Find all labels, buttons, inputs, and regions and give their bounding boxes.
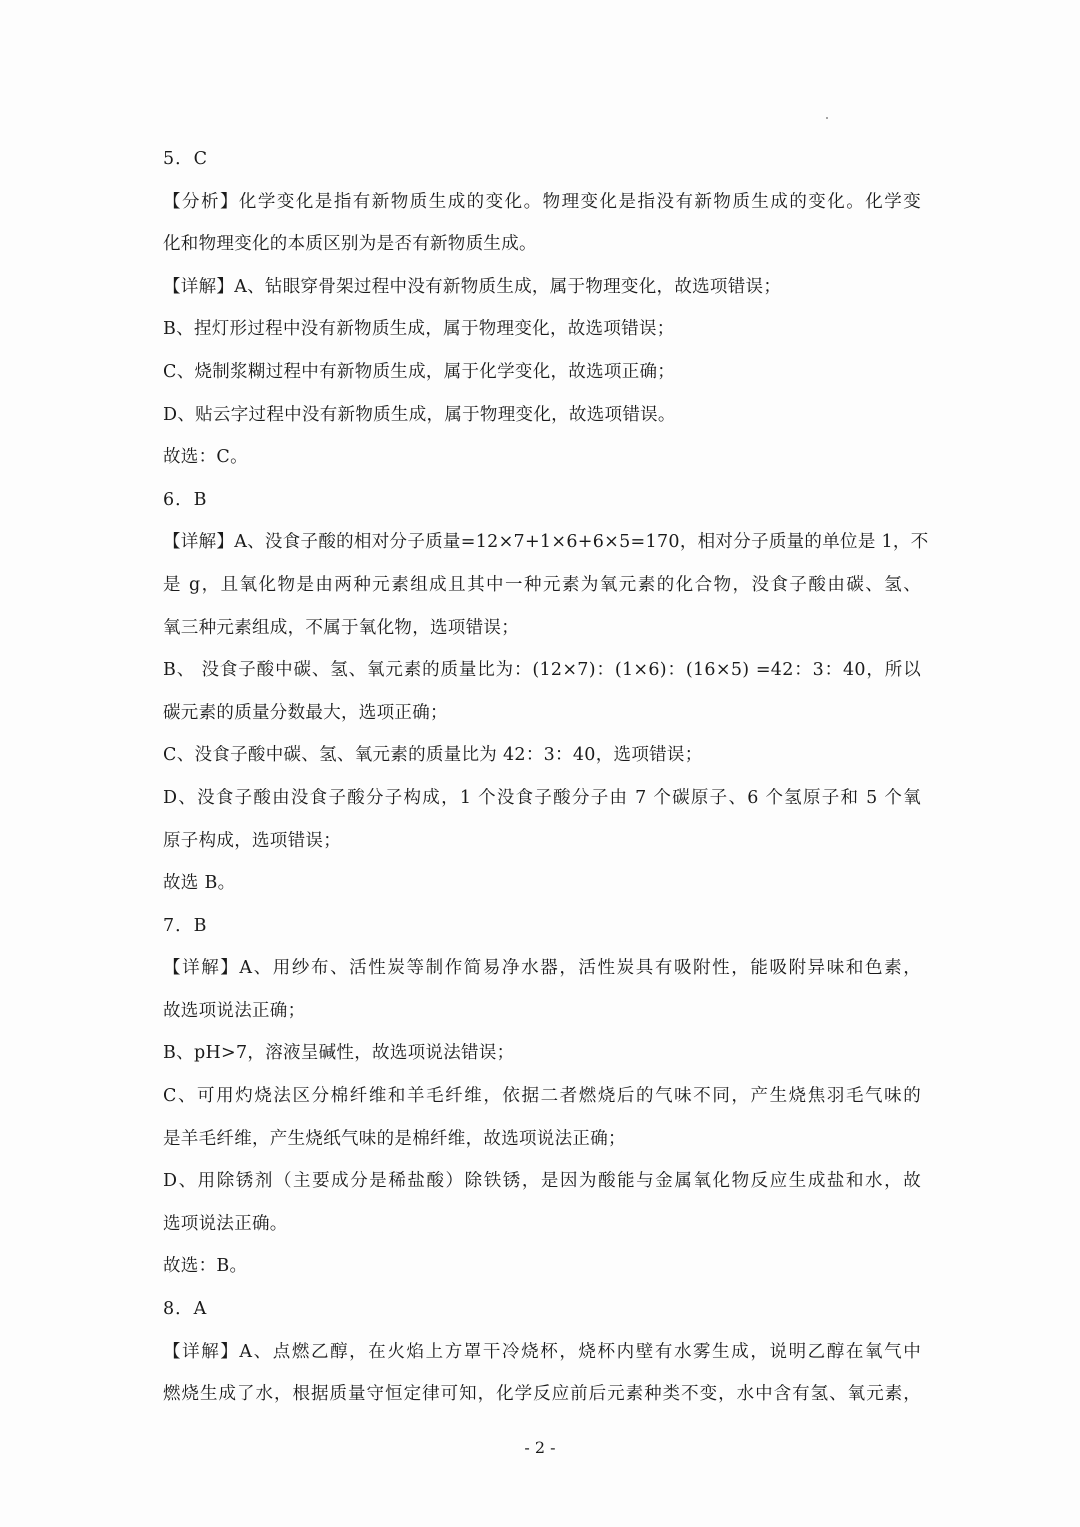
page-number: - 2 - xyxy=(524,1438,556,1457)
answer-line: 故选 B。 xyxy=(163,873,236,894)
text-line: B、 没食子酸中碳、氢、氧元素的质量比为：(12×7)：(1×6)：(16×5) =42：3：40，所以 xyxy=(163,660,921,681)
answer-line: 故选：B。 xyxy=(163,1256,248,1277)
explanation-line: 【详解】A、钻眼穿骨架过程中没有新物质生成，属于物理变化，故选项错误； xyxy=(163,276,782,297)
explanation-line: 【详解】A、没食子酸的相对分子质量=12×7+1×6+6×5=170，相对分子质量的单位是 1，不 xyxy=(163,532,929,553)
text-line: B、捏灯形过程中没有新物质生成，属于物理变化，故选项错误； xyxy=(163,319,675,340)
question-number-6: 6．B xyxy=(163,489,208,510)
answer-text-block xyxy=(163,138,929,1416)
text-line: C、烧制浆糊过程中有新物质生成，属于化学变化，故选项正确； xyxy=(163,361,676,382)
question-number-5: 5．C xyxy=(163,149,209,169)
text-line: 是 g，且氧化物是由两种元素组成且其中一种元素为氧元素的化合物，没食子酸由碳、氢、 xyxy=(163,574,921,595)
text-line: 原子构成，选项错误； xyxy=(163,830,341,851)
text-line: 是羊毛纤维，产生烧纸气味的是棉纤维，故选项说法正确； xyxy=(163,1128,626,1149)
text-line: 碳元素的质量分数最大，选项正确； xyxy=(163,702,448,723)
question-number-8: 8．A xyxy=(163,1299,208,1320)
scan-speck xyxy=(826,117,828,119)
text-line: D、贴云字过程中没有新物质生成，属于物理变化，故选项错误。 xyxy=(163,404,676,425)
text-line: 燃烧生成了水，根据质量守恒定律可知，化学反应前后元素种类不变，水中含有氢、氧元素， xyxy=(163,1384,921,1405)
answer-line: 故选：C。 xyxy=(163,447,248,468)
question-number-7: 7．B xyxy=(163,915,208,936)
text-line: C、没食子酸中碳、氢、氧元素的质量比为 42：3：40，选项错误； xyxy=(163,745,703,766)
text-line: B、pH>7，溶液呈碱性，故选项说法错误； xyxy=(163,1043,515,1064)
text-line: 化和物理变化的本质区别为是否有新物质生成。 xyxy=(163,234,537,255)
explanation-line: 【详解】A、用纱布、活性炭等制作简易净水器，活性炭具有吸附性，能吸附异味和色素， xyxy=(163,958,921,979)
text-line: C、可用灼烧法区分棉纤维和羊毛纤维，依据二者燃烧后的气味不同，产生烧焦羽毛气味的 xyxy=(163,1086,921,1107)
analysis-line: 【分析】化学变化是指有新物质生成的变化。物理变化是指没有新物质生成的变化。化学变 xyxy=(163,191,921,212)
text-line: 故选项说法正确； xyxy=(163,1000,306,1021)
text-line: D、用除锈剂（主要成分是稀盐酸）除铁锈，是因为酸能与金属氧化物反应生成盐和水，故 xyxy=(163,1171,921,1192)
explanation-line: 【详解】A、点燃乙醇，在火焰上方罩干冷烧杯，烧杯内壁有水雾生成，说明乙醇在氧气中 xyxy=(163,1341,921,1362)
text-line: D、没食子酸由没食子酸分子构成，1 个没食子酸分子由 7 个碳原子、6 个氢原子和 5 个氧 xyxy=(163,787,921,808)
text-line: 选项说法正确。 xyxy=(163,1213,288,1234)
text-line: 氧三种元素组成，不属于氧化物，选项错误； xyxy=(163,617,519,638)
